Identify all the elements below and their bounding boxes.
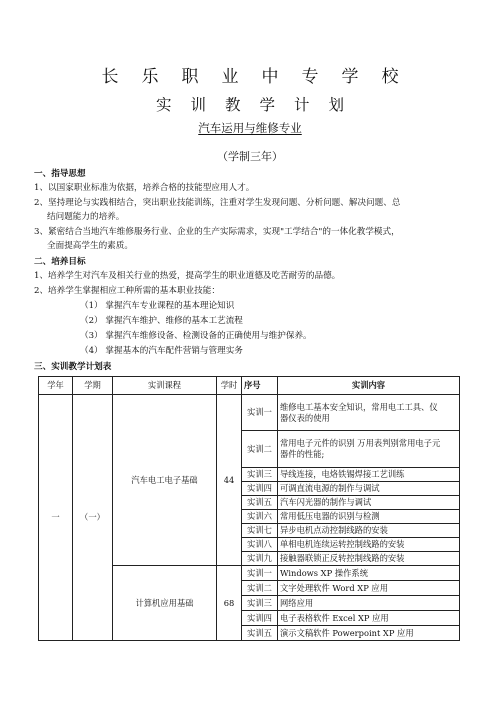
section-3-title: 三、实训教学计划表 (34, 362, 112, 372)
header-course: 实训课程 (113, 377, 217, 395)
goal-item: （4） 掌握基本的汽车配件营销与管理实务 (80, 346, 243, 356)
session-content: 电子表格软件 Excel XP 应用 (278, 611, 460, 626)
paragraph: 1、以国家职业标准为依据，培养合格的技能型应用人才。 (34, 183, 255, 193)
section-2-title: 二、培养目标 (34, 257, 86, 267)
session-content: 演示文稿软件 Powerpoint XP 应用 (278, 626, 460, 641)
major-title: 汽车运用与维修专业 (198, 121, 302, 135)
course-name: 汽车电工电子基础 (113, 395, 217, 566)
header-semester: 学期 (73, 377, 113, 395)
goal-item: （1） 掌握汽车专业课程的基本理论知识 (80, 301, 235, 311)
session-number: 实训三 (242, 596, 278, 611)
session-number: 实训五 (242, 626, 278, 641)
session-content: 单相电机连续运转控制线路的安装 (278, 538, 460, 552)
duration: （学制三年） (217, 150, 283, 163)
session-number: 实训五 (242, 496, 278, 510)
school-name: 长乐职业中专学校 (101, 67, 422, 87)
session-number: 实训六 (242, 510, 278, 524)
session-number: 实训四 (242, 611, 278, 626)
header-content: 实训内容 (278, 377, 460, 395)
session-number: 实训九 (242, 552, 278, 566)
session-number: 实训七 (242, 524, 278, 538)
session-content: 常用低压电器的识别与检测 (278, 510, 460, 524)
paragraph: 结问题能力的培养。 (47, 212, 125, 222)
session-content: 导线连接，电烙铁锡焊接工艺训练 (278, 468, 460, 482)
paragraph: 全面提高学生的素质。 (47, 241, 133, 251)
table-row (39, 395, 460, 431)
session-content: 可调直流电源的制作与调试 (278, 482, 460, 496)
session-number: 实训四 (242, 482, 278, 496)
year-cell: 一 (39, 395, 73, 641)
session-content: 维修电工基本安全知识，常用电工工具、仪 器仪表的使用 (278, 395, 460, 431)
training-plan-table (38, 376, 460, 641)
goal-item: （3） 掌握汽车维修设备、检测设备的正确使用与维护保养。 (80, 331, 312, 341)
session-content: 接触器联锁正反转控制线路的安装 (278, 552, 460, 566)
session-content: 网络应用 (278, 596, 460, 611)
table-header-row (39, 377, 460, 395)
session-number: 实训三 (242, 468, 278, 482)
course-name: 计算机应用基础 (113, 566, 217, 641)
session-number: 实训一 (242, 566, 278, 581)
header-hours: 学时 (217, 377, 242, 395)
paragraph: 3、紧密结合当地汽车维修服务行业、企业的生产实际需求，实现"工学结合"的一体化教学模式， (34, 227, 400, 237)
session-content: 文字处理软件 Word XP 应用 (278, 581, 460, 596)
session-content: 汽车闪光器的制作与调试 (278, 496, 460, 510)
paragraph: 1、培养学生对汽车及相关行业的热爱，提高学生的职业道德及吃苦耐劳的品德。 (34, 271, 341, 281)
session-number: 实训二 (242, 581, 278, 596)
session-content: Windows XP 操作系统 (278, 566, 460, 581)
course-hours: 68 (217, 566, 242, 641)
course-hours: 44 (217, 395, 242, 566)
session-number: 实训二 (242, 431, 278, 468)
header-number: 序号 (242, 377, 278, 395)
goal-item: （2） 掌握汽车维护、维修的基本工艺流程 (80, 316, 243, 326)
header-year: 学年 (39, 377, 73, 395)
semester-cell: （一） (73, 395, 113, 641)
plan-title: 实训教学计划 (155, 96, 363, 114)
session-content: 常用电子元件的识别 万用表判别常用电子元 器件的性能; (278, 431, 460, 468)
session-content: 异步电机点动控制线路的安装 (278, 524, 460, 538)
session-number: 实训一 (242, 395, 278, 431)
session-number: 实训八 (242, 538, 278, 552)
paragraph: 2、培养学生掌握相应工种所需的基本职业技能： (34, 286, 220, 296)
paragraph: 2、坚持理论与实践相结合，突出职业技能训练，注重对学生发现问题、分析问题、解决问题、总 (34, 198, 401, 208)
section-1-title: 一、指导思想 (34, 169, 86, 179)
